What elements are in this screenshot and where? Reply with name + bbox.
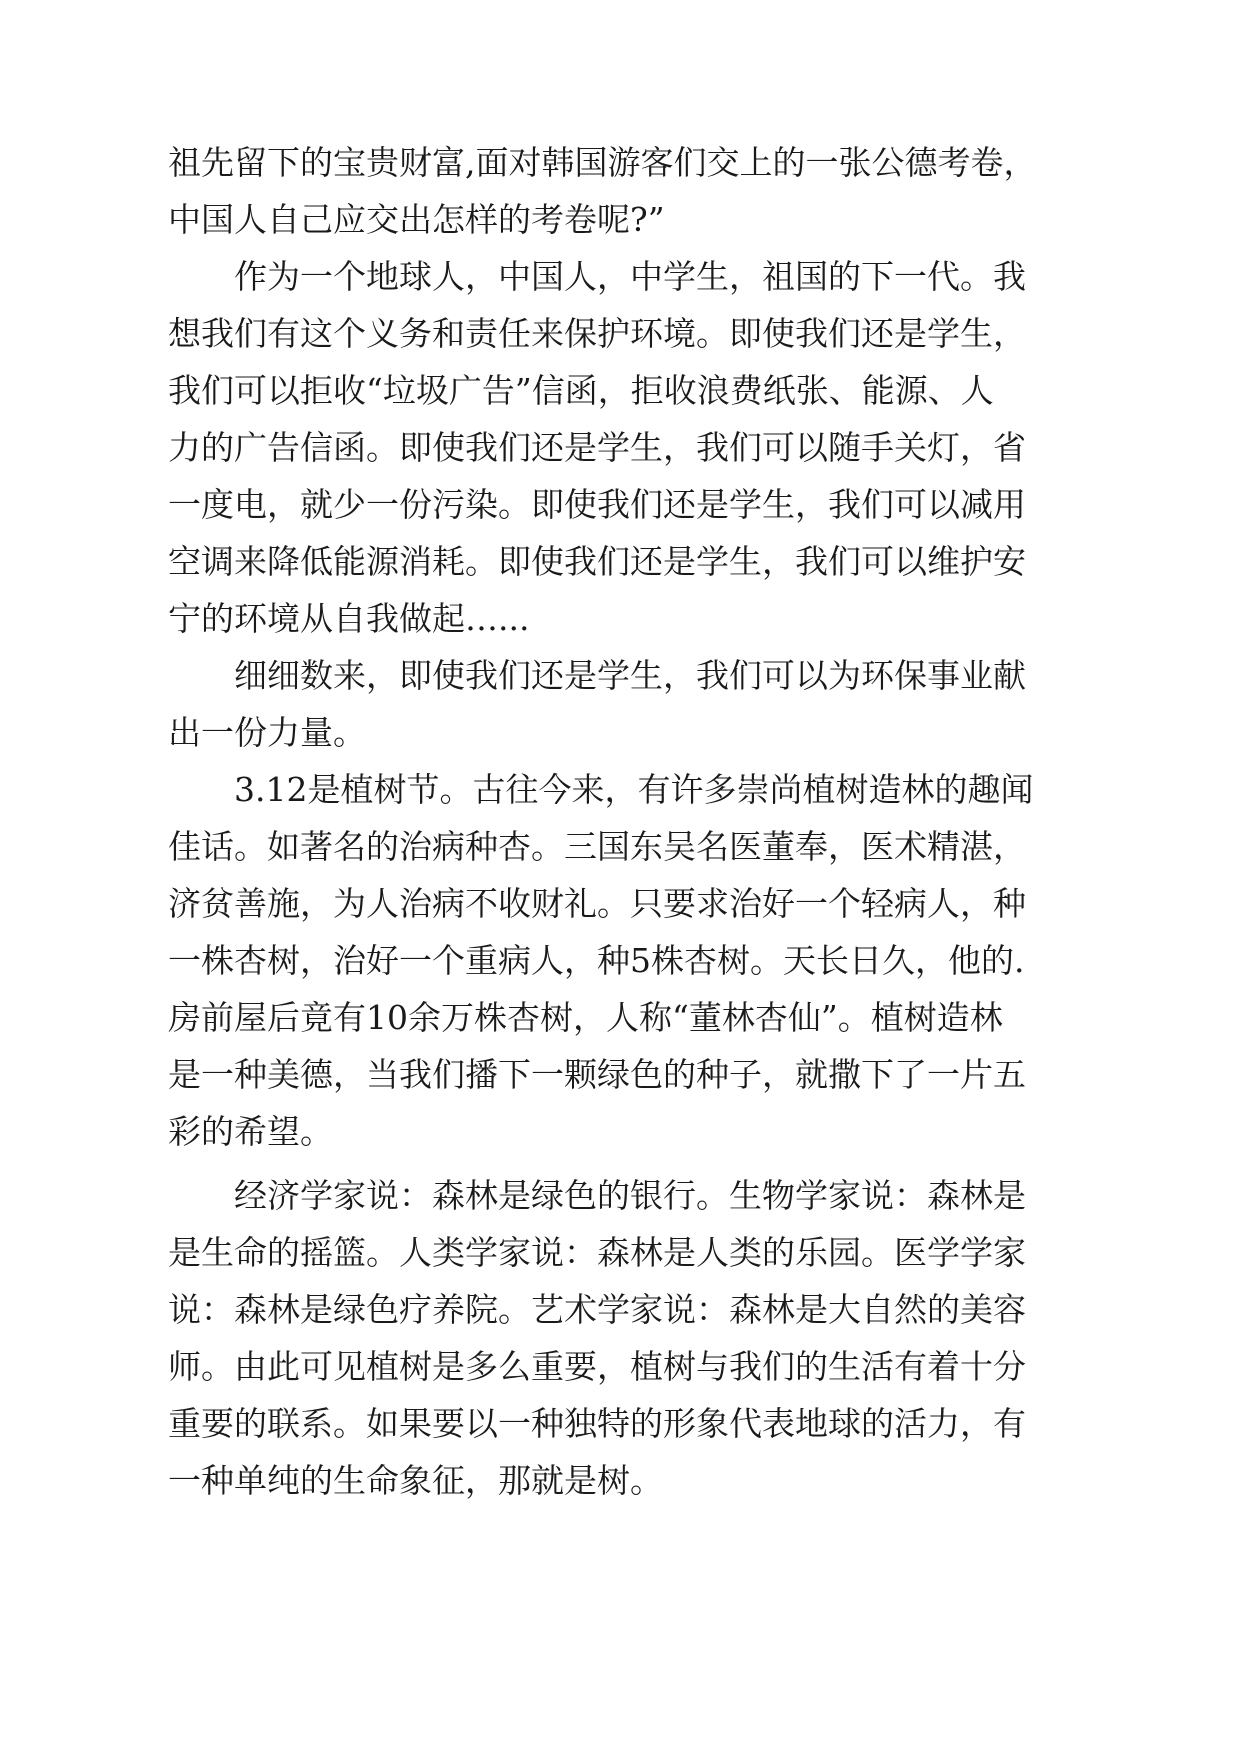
text-line: 出一份力量。 [168,713,366,752]
text-line: 重要的联系。如果要以一种独特的形象代表地球的活力，有 [168,1404,1026,1443]
paragraph-first-line: 细细数来，即使我们还是学生，我们可以为环保事业献 [234,656,1026,695]
text-line: 师。由此可见植树是多么重要，植树与我们的生活有着十分 [168,1347,1026,1386]
text-line: 是生命的摇篮。人类学家说：森林是人类的乐园。医学学家 [168,1233,1026,1272]
text-line: 想我们有这个义务和责任来保护环境。即使我们还是学生， [168,314,1026,353]
text-line: 房前屋后竟有10余万株杏树，人称“董林杏仙”。植树造林 [168,998,1003,1037]
paragraph-first-line: 3.12是植树节。古往今来，有许多崇尚植树造林的趣闻 [234,770,1034,809]
text-line: 一株杏树，治好一个重病人，种5株杏树。天长日久，他的. [168,941,1025,980]
text-line: 宁的环境从自我做起…... [168,599,530,638]
text-line: 彩的希望。 [168,1112,333,1151]
text-line: 说：森林是绿色疗养院。艺术学家说：森林是大自然的美容 [168,1290,1026,1329]
text-line: 济贫善施，为人治病不收财礼。只要求治好一个轻病人，种 [168,884,1026,923]
text-line: 力的广告信函。即使我们还是学生，我们可以随手关灯，省 [168,428,1026,467]
text-line: 一度电，就少一份污染。即使我们还是学生，我们可以减用 [168,485,1026,524]
text-line: 空调来降低能源消耗。即使我们还是学生，我们可以维护安 [168,542,1026,581]
text-line: 祖先留下的宝贵财富,面对韩国游客们交上的一张公德考卷， [168,143,1037,182]
text-line: 是一种美德，当我们播下一颗绿色的种子，就撒下了一片五 [168,1055,1026,1094]
paragraph-first-line: 作为一个地球人，中国人，中学生，祖国的下一代。我 [234,257,1026,296]
text-line: 佳话。如著名的治病种杏。三国东吴名医董奉，医术精湛， [168,827,1026,866]
paragraph-first-line: 经济学家说：森林是绿色的银行。生物学家说：森林是 [234,1176,1026,1215]
text-line: 中国人自己应交出怎样的考卷呢?” [168,200,665,239]
text-line: 一种单纯的生命象征，那就是树。 [168,1461,663,1500]
text-line: 我们可以拒收“垃圾广告”信函，拒收浪费纸张、能源、人 [168,371,994,410]
